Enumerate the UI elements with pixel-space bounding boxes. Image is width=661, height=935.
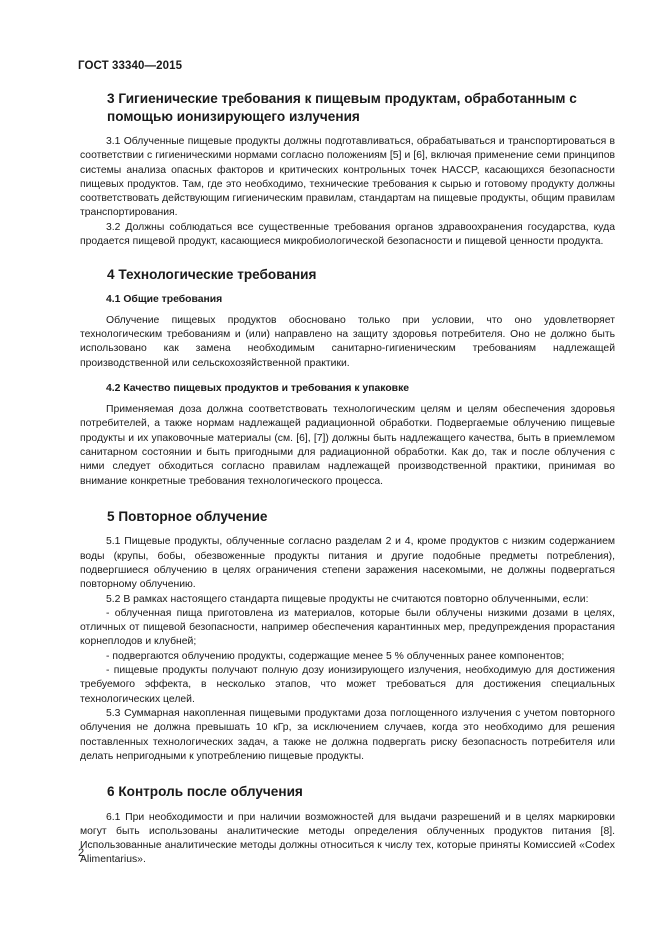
section-6-heading: 6 Контроль после облучения <box>107 784 303 800</box>
list-item: - подвергаются облучению продукты, содержащие менее 5 % облученных ранее компонентов; <box>106 650 565 662</box>
list-item: - облученная пища приготовлена из материалов, которые были облучены низкими дозами в целях, отличных от пищевой безопасности, например обеспечения карантинных мер, предупреждения прорастания корнеплодов и клубней; <box>80 607 615 648</box>
section-5-heading: 5 Повторное облучение <box>107 508 268 524</box>
page-number: 2 <box>78 847 85 859</box>
document-header: ГОСТ 33340—2015 <box>78 60 183 72</box>
section-3-heading: 3 Гигиенические требования к пищевым продуктам, обработанным с помощью ионизирующего излучения <box>107 91 577 124</box>
page-content <box>80 90 615 868</box>
paragraph-5-3: 5.3 Суммарная накопленная пищевыми продуктами доза поглощенного излучения с учетом повторного облучения не должна превышать 10 кГр, за исключением случаев, когда это необходимо для решения поставленных технологических задач, а также не должна подвергать риску безопасность потребителя или делать непригодными к употреблению пищевые продукты. <box>80 707 615 762</box>
paragraph-4-1: Облучение пищевых продуктов обосновано только при условии, что оно удовлетворяет технологическим требованиям и (или) направлено на защиту здоровья потребителя. Оно не должно быть использовано как замена необходимым санитарно-гигиеническим требованиям надлежащей производственной или сельскохозяйственной практики. <box>80 314 615 369</box>
paragraph-5-1: 5.1 Пищевые продукты, облученные согласно разделам 2 и 4, кроме продуктов с низким содержанием воды (крупы, бобы, обезвоженные продукты питания и другие подобные предметы потребления), подвергшиеся облучению в целях ограничения степени заражения насекомыми, не должны подвергаться повторному облучению. <box>80 536 615 591</box>
list-item: - пищевые продукты получают полную дозу ионизирующего излучения, необходимую для достижения требуемого эффекта, в несколько этапов, что может требоваться для достижения специальных технологических целей. <box>80 665 615 705</box>
section-4-heading: 4 Технологические требования <box>107 267 317 283</box>
paragraph-4-2: Применяемая доза должна соответствовать технологическим целям и целям обеспечения здоровья потребителей, а также нормам надлежащей радиационной обработки. Подвергаемые облучению пищевые продукты и их упаковочные материалы (см. [6], [7]) должны быть надлежащего качества, быть в приемлемом санитарном состоянии и быть пригодными для радиационной обработки. Как до, так и после облучения с ними следует обходиться согласно правилам надлежащей производственной практики, принимая во внимание конкретные требования технологического процесса. <box>80 404 615 487</box>
paragraph-3-2: 3.2 Должны соблюдаться все существенные требования органов здравоохранения государства, куда продается пищевой продукт, касающиеся микробиологической безопасности и пищевой ценности продукта. <box>80 221 615 248</box>
subsection-4-2-heading: 4.2 Качество пищевых продуктов и требования к упаковке <box>106 383 410 395</box>
subsection-4-1-heading: 4.1 Общие требования <box>106 293 223 305</box>
paragraph-5-2: 5.2 В рамках настоящего стандарта пищевые продукты не считаются повторно облученными, если: <box>106 593 589 605</box>
paragraph-3-1: 3.1 Облученные пищевые продукты должны подготавливаться, обрабатываться и транспортироваться в соответствии с гигиеническими нормами согласно положениям [5] и [6], включая применение семи принципов системы анализа опасных факторов и критических контрольных точек HACCP, касающихся безопасности пищевых продуктов. Там, где это необходимо, технические требования к сырью и готовому продукту должны соответствовать действующим гигиеническим правилам, стандартам на пищевые продукты, общим правилам транспортирования. <box>80 136 615 219</box>
paragraph-6-1: 6.1 При необходимости и при наличии возможностей для выдачи разрешений и в целях маркировки могут быть использованы аналитические методы определения облученных продуктов питания [8]. Использованные аналитические методы должны относиться к числу тех, которые приняты Комиссией «Codex Alimentarius». <box>80 811 615 866</box>
